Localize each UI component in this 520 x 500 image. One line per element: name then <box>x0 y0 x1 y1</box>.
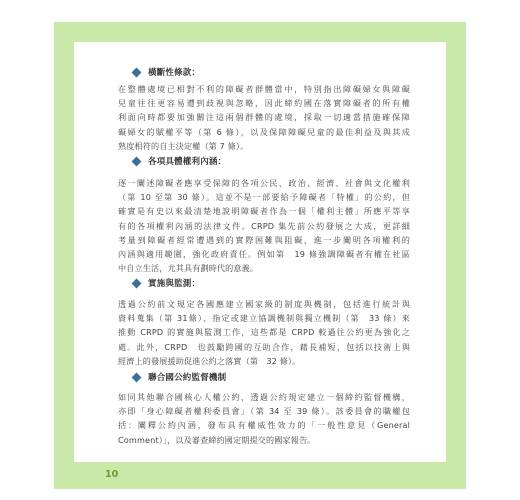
body-line: 逐一闡述障礙者應享受保障的各項公民、政治、經濟、社會與文化權利 <box>118 178 410 188</box>
section-heading-text: 實施與監測： <box>148 279 201 289</box>
section-heading-monitoring <box>133 370 226 384</box>
section-heading-text: 聯合國公約監督機制 <box>148 373 227 383</box>
body-line: 經濟上的發展援助促進公約之落實（第 32 條）。 <box>118 355 301 366</box>
body-line: Comment）」，以及審查締約國定期提交的國家報告。 <box>118 434 316 445</box>
body-line: 考量到障礙者經常遭遇到的實際困難與阻礙，進一步闡明各項權利的 <box>118 234 410 245</box>
body-line: 兒童往往更容易遭到歧視與忽略，因此締約國在落實障礙者的所有權 <box>118 98 410 109</box>
body-line: 利面向時都要加強關注這兩個群體的處境，採取一切適當措施確保障 <box>118 112 410 123</box>
section-body-monitoring <box>118 390 410 447</box>
body-line: 如同其他聯合國核心人權公約，透過公約規定建立一個締約監督機構， <box>118 392 410 402</box>
body-line: 亦即「身心障礙者權利委員會」（第 34 至 39 條）。該委員會的職權包 <box>118 406 410 417</box>
body-line: 有的各項權利內涵的法律文件。CRPD 集先前公約發展之大成，更詳細 <box>118 220 410 231</box>
body-line: 推動 CRPD 的實施與監測工作，這些都是 CRPD 較過往公約更為強化之 <box>118 327 410 338</box>
section-heading-text: 各項具體權利內涵： <box>148 157 227 167</box>
body-line: 在整體處境已相對不利的障礙者群體當中，特別指出障礙婦女與障礙 <box>118 84 410 94</box>
page-number: 10 <box>105 469 119 480</box>
body-line: 資料蒐集（第 31條）、指定或建立協調機制與獨立機制（第 33 條）來 <box>118 313 410 324</box>
body-line: （第 10 至第 30 條）。這並不是一部要給予障礙者「特權」的公約，但 <box>118 192 410 203</box>
section-heading-rights <box>133 154 226 168</box>
body-line: 中自立生活，尤其具有劃時代的意義。 <box>118 263 259 274</box>
body-line: 礙婦女的賦權平等（第 6 條），以及保障障礙兒童的最佳利益及與其成 <box>118 126 410 137</box>
section-body-implementation <box>118 297 410 368</box>
diamond-bullet-icon <box>132 156 142 166</box>
body-line: 括：闡釋公約內涵，發布具有權威性效力的「一般性意見（General <box>118 420 410 431</box>
diamond-bullet-icon <box>132 67 142 77</box>
body-line: 內涵與適用範圍，強化政府責任。例如第 19 條強調障礙者有權在社區 <box>118 248 410 259</box>
body-line: 熟度相符的自主決定權（第 7 條）。 <box>118 140 249 151</box>
section-body-rights <box>118 176 410 275</box>
body-line: 處。此外，CRPD 也鼓勵跨國的互助合作，藉長補短，包括以技術上與 <box>118 341 410 352</box>
section-heading-implementation <box>133 276 200 290</box>
section-heading-text: 橫斷性條款： <box>148 68 201 78</box>
body-line: 透過公約前文規定各國應建立國家級的制度與機制，包括進行統計與 <box>118 299 410 309</box>
diamond-bullet-icon <box>132 278 142 288</box>
diamond-bullet-icon <box>132 372 142 382</box>
section-heading-cross-cutting <box>133 65 200 79</box>
section-body-cross-cutting <box>118 82 410 153</box>
body-line: 確實是有史以來最清楚地說明障礙者作為一個「權利主體」所應平等享 <box>118 206 410 217</box>
